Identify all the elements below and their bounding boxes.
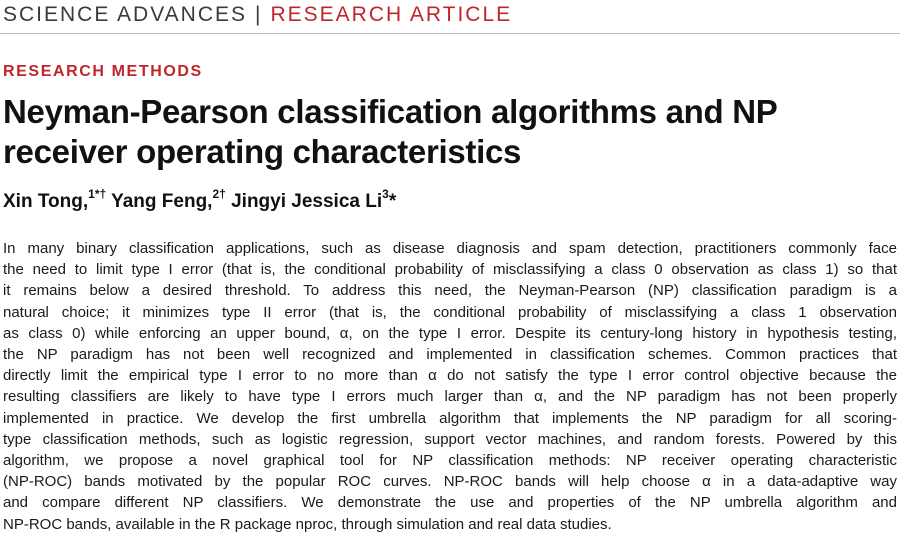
abstract-line: (NP-ROC) bands motivated by the popular ROC curves. NP-ROC bands will help choose α in a data-adaptive way (3, 473, 897, 491)
abstract-line: algorithm, we propose a novel graphical tool for NP classification methods: NP receiver operating characteristic (3, 452, 897, 470)
author-name: Xin Tong, (3, 191, 89, 212)
abstract-line: implemented in practice. We develop the first umbrella algorithm that implements the NP paradigm for all scoring- (3, 409, 897, 427)
section-label: RESEARCH METHODS (3, 63, 203, 80)
author-list (3, 186, 397, 214)
abstract-line: type classification methods, such as logistic regression, support vector machines, and random forests. Powered by this (3, 430, 897, 448)
journal-header (3, 2, 512, 28)
author-name: Jingyi Jessica Li (231, 191, 383, 212)
abstract (3, 238, 897, 535)
abstract-line: as class 0) while enforcing an upper bound, α, on the type I error. Despite its century-long history in hypothesis testing, (3, 324, 897, 342)
abstract-line: NP-ROC bands, available in the R package nproc, through simulation and real data studies. (3, 515, 612, 533)
abstract-line: and compare different NP classifiers. We demonstrate the use and properties of the NP umbrella algorithm and (3, 494, 897, 512)
abstract-line: In many binary classification applications, such as disease diagnosis and spam detection, practitioners commonly face (3, 240, 897, 257)
title-line-1: Neyman-Pearson classification algorithms and NP (3, 93, 778, 130)
author-name: Yang Feng, (111, 191, 213, 212)
abstract-line: the NP paradigm has not been well recognized and implemented in classification schemes. Common practices that (3, 346, 897, 364)
abstract-line: the need to limit type I error (that is, the conditional probability of misclassifying a class 0 observation as class 1) so that (3, 261, 897, 279)
corresponding-mark: * (388, 191, 397, 212)
abstract-line: resulting classifiers are likely to have type I errors much larger than α, and the NP paradigm has not been properly (3, 388, 897, 406)
abstract-line: it remains below a desired threshold. To address this need, the Neyman-Pearson (NP) classification paradigm is a (3, 282, 897, 300)
header-divider (0, 33, 900, 34)
article-type: RESEARCH ARTICLE (270, 3, 513, 26)
author-affiliation: 2† (212, 186, 226, 201)
abstract-line: natural choice; it minimizes type II error (that is, the conditional probability of misclassifying a class 1 observation (3, 303, 897, 321)
article-title (3, 92, 883, 172)
title-line-2: receiver operating characteristics (3, 133, 522, 170)
journal-name: SCIENCE ADVANCES (3, 3, 247, 26)
header-separator: | (255, 3, 263, 26)
abstract-line: directly limit the empirical type I error to no more than α do not satisfy the type I error control objective because the (3, 367, 897, 385)
author-affiliation: 1*† (88, 186, 107, 201)
author-affiliation: 3 (382, 186, 389, 201)
